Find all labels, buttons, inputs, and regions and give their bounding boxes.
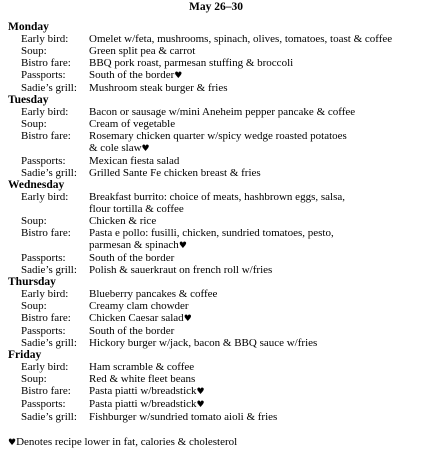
meal-item-text: Grilled Sante Fe chicken breast & fries <box>89 167 261 179</box>
meal-item <box>89 215 428 227</box>
meal-item-text: Rosemary chicken quarter w/spicy wedge roasted potatoes & cole slaw <box>89 130 347 154</box>
menu-row <box>8 33 428 45</box>
menu-row <box>8 82 428 94</box>
meal-item-text: Pasta piatti w/breadstick <box>89 385 197 397</box>
meal-item <box>89 69 428 82</box>
meal-label: Soup: <box>21 118 47 130</box>
footnote <box>8 436 237 449</box>
meal-item <box>89 167 428 179</box>
meal-item-text: Pasta e pollo: fusilli, chicken, sundried tomatoes, pesto, parmesan & spinach <box>89 227 334 251</box>
meal-label: Soup: <box>21 300 47 312</box>
meal-label: Passports: <box>21 398 66 410</box>
menu-row <box>8 385 428 398</box>
meal-item-text: Hickory burger w/jack, bacon & BBQ sauce w/fries <box>89 337 318 349</box>
meal-label: Early bird: <box>21 288 69 300</box>
meal-item-text: South of the border <box>89 325 175 337</box>
meal-label: Soup: <box>21 45 47 57</box>
menu-row <box>8 264 428 276</box>
day-heading: Thursday <box>8 276 56 288</box>
meal-item <box>89 398 428 411</box>
meal-label: Bistro fare: <box>21 57 71 69</box>
meal-item <box>89 411 428 423</box>
meal-label: Bistro fare: <box>21 130 71 142</box>
meal-item <box>89 300 428 312</box>
meal-item-text: South of the border <box>89 252 175 264</box>
meal-item <box>89 155 428 167</box>
meal-label: Sadie’s grill: <box>21 337 77 349</box>
meal-item <box>89 264 428 276</box>
meal-item <box>89 361 428 373</box>
heart-icon: ♥ <box>141 144 150 154</box>
meal-item <box>89 82 428 94</box>
meal-item-text: Mexican fiesta salad <box>89 155 180 167</box>
meal-label: Bistro fare: <box>21 227 71 239</box>
meal-item <box>89 288 428 300</box>
menu-row <box>8 191 428 215</box>
meal-item <box>89 252 428 264</box>
heart-icon: ♥ <box>183 314 192 324</box>
meal-item <box>89 385 428 398</box>
meal-label: Early bird: <box>21 191 69 203</box>
meal-item <box>89 312 428 325</box>
menu-row <box>8 411 428 423</box>
meal-label: Passports: <box>21 155 66 167</box>
meal-item <box>89 337 428 349</box>
day-heading: Wednesday <box>8 179 65 191</box>
meal-item-text: Blueberry pancakes & coffee <box>89 288 218 300</box>
heart-icon: ♥ <box>8 438 17 448</box>
day-section-thursday <box>8 276 428 349</box>
day-section-monday <box>8 21 428 94</box>
meal-label: Early bird: <box>21 106 69 118</box>
menu-row <box>8 252 428 264</box>
meal-label: Soup: <box>21 373 47 385</box>
menu-row <box>8 167 428 179</box>
day-heading: Friday <box>8 349 42 361</box>
page-title: May 26–30 <box>189 1 243 13</box>
meal-label: Sadie’s grill: <box>21 411 77 423</box>
menu-row <box>8 288 428 300</box>
meal-item <box>89 106 428 118</box>
heart-icon: ♥ <box>174 71 183 81</box>
meal-item <box>89 57 428 69</box>
meal-label: Passports: <box>21 325 66 337</box>
meal-item <box>89 130 428 155</box>
menu-row <box>8 361 428 373</box>
meal-item-text: Bacon or sausage w/mini Aneheim pepper pancake & coffee <box>89 106 356 118</box>
meal-item <box>89 33 428 45</box>
menu-row <box>8 312 428 325</box>
meal-item-text: Polish & sauerkraut on french roll w/fries <box>89 264 273 276</box>
meal-item-text: Pasta piatti w/breadstick <box>89 398 197 410</box>
day-heading: Monday <box>8 21 49 33</box>
meal-item-text: Breakfast burrito: choice of meats, hashbrown eggs, salsa, flour tortilla & coffee <box>89 191 345 215</box>
meal-item-text: Omelet w/feta, mushrooms, spinach, olives, tomatoes, toast & coffee <box>89 33 393 45</box>
meal-label: Passports: <box>21 69 66 81</box>
meal-item-text: Chicken & rice <box>89 215 157 227</box>
meal-item-text: Cream of vegetable <box>89 118 176 130</box>
meal-item <box>89 45 428 57</box>
heart-icon: ♥ <box>178 241 187 251</box>
menu-row <box>8 373 428 385</box>
menu-row <box>8 337 428 349</box>
meal-item-text: Mushroom steak burger & fries <box>89 82 228 94</box>
meal-label: Early bird: <box>21 361 69 373</box>
menu-row <box>8 57 428 69</box>
meal-item <box>89 227 428 252</box>
menu-row <box>8 69 428 82</box>
menu-row <box>8 106 428 118</box>
meal-item-text: BBQ pork roast, parmesan stuffing & broccoli <box>89 57 294 69</box>
meal-item <box>89 325 428 337</box>
meal-label: Passports: <box>21 252 66 264</box>
meal-label: Sadie’s grill: <box>21 82 77 94</box>
meal-item-text: Chicken Caesar salad <box>89 312 184 324</box>
meal-label: Early bird: <box>21 33 69 45</box>
menu-row <box>8 227 428 252</box>
footnote-text: Denotes recipe lower in fat, calories & cholesterol <box>16 436 238 448</box>
menu-row <box>8 45 428 57</box>
menu-row <box>8 325 428 337</box>
menu-row <box>8 130 428 155</box>
meal-item <box>89 373 428 385</box>
meal-label: Sadie’s grill: <box>21 167 77 179</box>
day-section-friday <box>8 349 428 423</box>
meal-label: Soup: <box>21 215 47 227</box>
meal-item-text: Creamy clam chowder <box>89 300 189 312</box>
menu-row <box>8 155 428 167</box>
meal-item-text: Red & white fleet beans <box>89 373 196 385</box>
weekly-menu <box>8 21 428 423</box>
menu-row <box>8 118 428 130</box>
meal-item-text: Ham scramble & coffee <box>89 361 195 373</box>
meal-item-text: Fishburger w/sundried tomato aioli & fries <box>89 411 278 423</box>
meal-label: Bistro fare: <box>21 312 71 324</box>
meal-label: Bistro fare: <box>21 385 71 397</box>
day-heading: Tuesday <box>8 94 49 106</box>
meal-item <box>89 118 428 130</box>
day-section-wednesday <box>8 179 428 276</box>
meal-label: Sadie’s grill: <box>21 264 77 276</box>
heart-icon: ♥ <box>196 387 205 397</box>
menu-row <box>8 215 428 227</box>
meal-item <box>89 191 428 215</box>
day-section-tuesday <box>8 94 428 179</box>
menu-row <box>8 300 428 312</box>
meal-item-text: Green split pea & carrot <box>89 45 196 57</box>
heart-icon: ♥ <box>196 400 205 410</box>
menu-row <box>8 398 428 411</box>
meal-item-text: South of the border <box>89 69 175 81</box>
